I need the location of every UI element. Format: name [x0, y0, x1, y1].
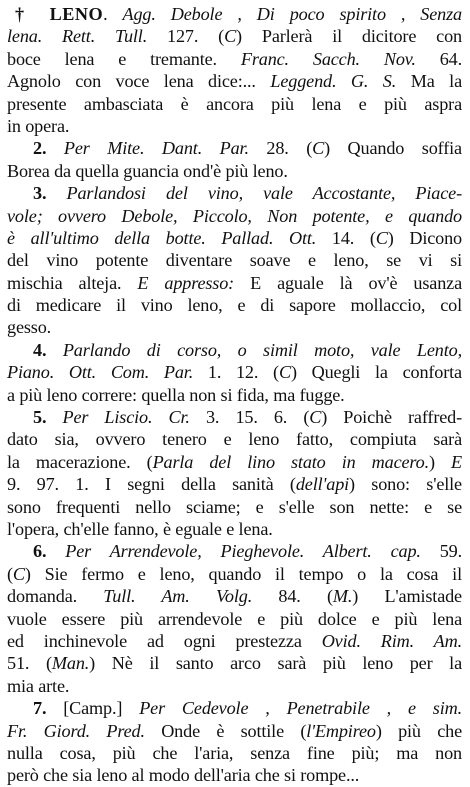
entry-line	[7, 205, 462, 227]
citation-text: Per Liscio. Cr.	[62, 407, 190, 428]
body-text: vuole essere più arrendevole e più dolce e più lena	[7, 608, 462, 629]
body-text: 59.	[420, 541, 462, 562]
body-text: ) L'amistade	[352, 586, 462, 607]
body-text: .	[103, 4, 123, 24]
citation-text: Parlando di corso, o simil moto, vale Lento,	[62, 339, 462, 360]
citation-text: Fr. Giord. Pred.	[7, 720, 145, 741]
citation-text: Piano. Ott. Com. Par.	[7, 362, 194, 383]
entry-line	[7, 361, 462, 383]
entry-line	[7, 3, 462, 25]
entry-line	[7, 227, 462, 249]
citation-text: C	[224, 26, 237, 47]
body-text: ) Nè il santo arco sarà più leno per la	[89, 653, 462, 674]
entry-line	[7, 339, 462, 361]
body-text: ) Poichè raffred-	[321, 407, 463, 428]
body-text: presente ambasciata è ancora più lena e più aspra	[7, 93, 462, 114]
body-text: dato sia, ovvero tenero e leno fatto, compiuta sarà	[7, 429, 462, 450]
body-text: mia arte.	[7, 675, 70, 696]
citation-text: C	[375, 227, 388, 248]
citation-text: vole; ovvero Debole, Piccolo, Non potente, e quando	[7, 205, 462, 226]
body-text: 51. (	[7, 653, 52, 674]
body-text: 28. (	[248, 138, 313, 159]
entry-line	[7, 406, 462, 428]
body-text: [Camp.]	[63, 698, 140, 719]
citation-text: C	[278, 362, 291, 383]
citation-text: Ovid. Rim. Am.	[321, 630, 462, 651]
citation-text: è all'ultimo della botte. Pallad. Ott.	[7, 227, 317, 248]
headword-marker: 5.	[33, 407, 63, 428]
citation-text: Parlandosi del vino, vale Accostante, Piace-	[66, 183, 462, 204]
citation-text: Parla del lino stato in macero.	[152, 451, 430, 472]
entry-line	[7, 675, 462, 697]
body-text: però che sia leno al modo dell'aria che si rompe...	[7, 765, 360, 786]
citation-text: Per Cedevole , Penetrabile , e sim.	[139, 698, 462, 719]
headword-marker: LENO	[49, 4, 104, 24]
entry-line	[7, 720, 462, 742]
body-text: ) Quegli la conforta	[290, 362, 462, 383]
body-text: ) Parlerà il dicitore con	[236, 26, 462, 47]
body-text: ) Dicono	[387, 227, 462, 248]
entry-line	[7, 316, 462, 338]
body-text: Ma la	[396, 71, 462, 92]
body-text: ) più che	[375, 720, 462, 741]
citation-text: Tull. Am. Volg.	[103, 586, 253, 607]
entry-line	[7, 585, 462, 607]
body-text: 1. 12. (	[193, 362, 279, 383]
citation-text: E appresso:	[137, 272, 235, 293]
entry-line	[7, 518, 462, 540]
citation-text: C	[12, 563, 25, 584]
body-text: gesso.	[7, 317, 52, 338]
body-text: nulla cosa, più che l'aria, senza fine più; ma non	[7, 742, 462, 763]
headword-marker: †	[15, 4, 50, 24]
entry-line	[7, 160, 462, 182]
body-text: (	[7, 563, 13, 584]
entry-line	[7, 249, 462, 271]
body-text: 64.	[415, 48, 462, 69]
body-text: Agnolo con voce lena dice:...	[7, 71, 271, 92]
body-text: di medicare il vino leno, e di sapore mollaccio, col	[7, 295, 462, 316]
headword-marker: 4.	[33, 339, 63, 360]
entry-line	[7, 451, 462, 473]
entry-line	[7, 137, 462, 159]
body-text: E aguale là ov'è usanza	[234, 272, 462, 293]
body-text: 9. 97. 1. I segni della sanità (	[7, 474, 296, 495]
entry-line	[7, 48, 462, 70]
entry-line	[7, 294, 462, 316]
body-text: sono frequenti nello sciame; e s'elle son nette: e se	[7, 496, 462, 517]
citation-text: C	[309, 407, 322, 428]
body-text: la macerazione. (	[7, 451, 153, 472]
body-text: Onde è sottile (	[144, 720, 307, 741]
entry-line	[7, 70, 462, 92]
body-text: 3. 15. 6. (	[189, 407, 310, 428]
citation-text: lena. Rett. Tull.	[7, 26, 148, 47]
citation-text: Man.	[51, 653, 90, 674]
body-text: boce lena e tremante.	[7, 48, 241, 69]
entry-line	[7, 608, 462, 630]
entry-line	[7, 630, 462, 652]
entry-line	[7, 272, 462, 294]
entry-line	[7, 697, 462, 719]
body-text: in opera.	[7, 115, 70, 136]
body-text: 84. (	[252, 586, 333, 607]
body-text: ed inchinevole ad ogni prestezza	[7, 630, 322, 651]
citation-text: E	[451, 451, 463, 472]
headword-marker: 6.	[33, 541, 66, 562]
headword-marker: 3.	[33, 183, 67, 204]
entry-line	[7, 764, 462, 786]
citation-text: Franc. Sacch. Nov.	[240, 48, 416, 69]
entry-line	[7, 115, 462, 137]
entry-line	[7, 25, 462, 47]
citation-text: Agg. Debole , Di poco spirito , Senza	[122, 4, 462, 24]
entry-line	[7, 428, 462, 450]
entry-line	[7, 742, 462, 764]
citation-text: C	[312, 138, 325, 159]
body-text: mischia alteja.	[7, 272, 138, 293]
body-text: a più leno correre: quella non si fida, ma fugge.	[7, 384, 345, 405]
entry-line	[7, 182, 462, 204]
citation-text: dell'api	[295, 474, 350, 495]
body-text: )	[429, 451, 452, 472]
body-text: 14. (	[316, 227, 376, 248]
body-text: 127. (	[147, 26, 225, 47]
body-text: ) sono: s'elle	[349, 474, 462, 495]
headword-marker: 7.	[33, 698, 64, 719]
entry-line	[7, 540, 462, 562]
citation-text: M.	[332, 586, 353, 607]
citation-text: Per Arrendevole, Pieghevole. Albert. cap.	[65, 541, 421, 562]
citation-text: Per Mite. Dant. Par.	[63, 138, 249, 159]
body-text: l'opera, ch'elle fanno, è eguale e lena.	[7, 518, 273, 539]
entry-line	[7, 652, 462, 674]
citation-text: l'Empireo	[306, 720, 376, 741]
body-text: ) Sie fermo e leno, quando il tempo o la cosa il	[24, 563, 462, 584]
citation-text: Leggend. G. S.	[270, 71, 397, 92]
headword-marker: 2.	[33, 138, 64, 159]
entry-line	[7, 563, 462, 585]
entry-line	[7, 496, 462, 518]
body-text: domanda.	[7, 586, 104, 607]
entry-line	[7, 384, 462, 406]
body-text: del vino potente diventare soave e leno, se vi si	[7, 250, 462, 271]
dictionary-entry-leno	[7, 3, 462, 787]
entry-line	[7, 473, 462, 495]
body-text: ) Quando soffia	[324, 138, 462, 159]
entry-line	[7, 93, 462, 115]
body-text: Borea da quella guancia ond'è più leno.	[7, 160, 288, 181]
